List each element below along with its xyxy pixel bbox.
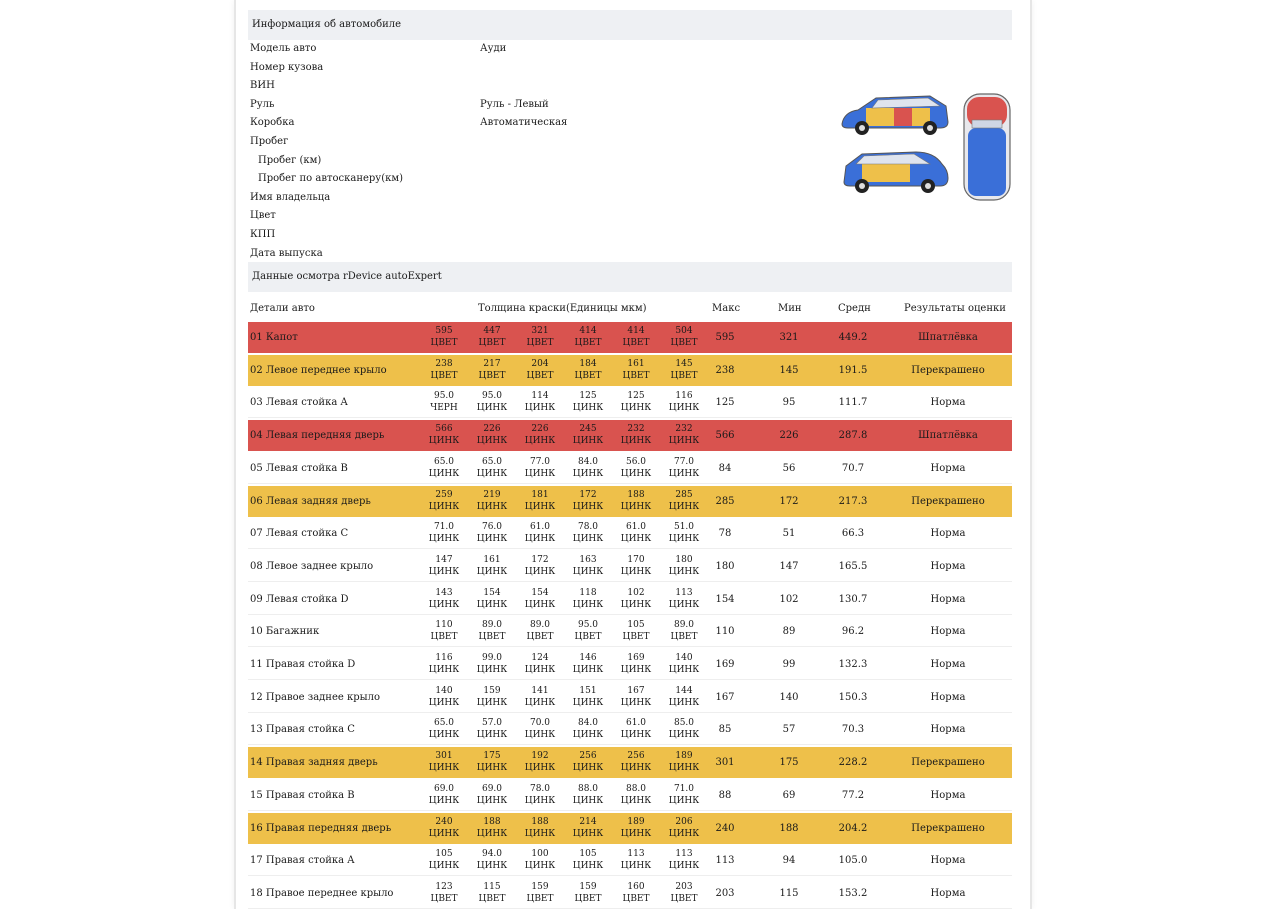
part-name: 03 Левая стойка A [250,397,348,409]
thickness-cell: 56.0 ЦИНК [620,456,652,479]
header-thickness: Толщина краски(Единицы мкм) [478,303,647,314]
thickness-cell: 61.0 ЦИНК [524,522,556,545]
part-name: 18 Правое переднее крыло [250,887,394,899]
thickness-cell: 113 ЦИНК [620,849,652,872]
max-value: 595 [715,332,735,343]
thickness-cell: 69.0 ЦИНК [476,783,508,806]
avg-value: 165.5 [838,560,868,572]
thickness-cell: 140 ЦИНК [428,685,460,708]
inspection-title: Данные осмотра rDevice autoExpert [248,262,1012,292]
thickness-cell: 78.0 ЦИНК [524,783,556,806]
table-row [248,387,1012,418]
info-row [248,59,748,77]
min-value: 89 [782,626,796,638]
part-name: 04 Левая передняя дверь [250,430,385,442]
part-name: 09 Левая стойка D [250,593,349,605]
info-label: Руль [250,98,275,110]
thickness-cell: 256 ЦИНК [620,751,652,774]
thickness-cell: 94.0 ЦИНК [476,849,508,872]
thickness-cell: 89.0 ЦВЕТ [526,620,554,643]
info-row [248,207,748,225]
thickness-cell: 151 ЦИНК [572,685,604,708]
thickness-cell: 145 ЦВЕТ [670,358,698,381]
thickness-cell: 77.0 ЦИНК [668,456,700,479]
thickness-cell: 84.0 ЦИНК [572,718,604,741]
thickness-cell: 189 ЦИНК [620,816,652,839]
avg-value: 228.2 [838,757,868,769]
thickness-cell: 181 ЦИНК [524,489,556,512]
result-value: Норма [930,691,966,703]
thickness-cell: 71.0 ЦИНК [428,522,460,545]
result-value: Норма [930,560,966,572]
avg-value: 70.7 [841,462,865,474]
thickness-cell: 76.0 ЦИНК [476,522,508,545]
max-value: 180 [715,560,735,572]
thickness-cell: 114 ЦИНК [524,391,556,414]
thickness-cell: 180 ЦИНК [668,554,700,577]
thickness-cell: 206 ЦИНК [668,816,700,839]
min-value: 102 [779,593,799,605]
thickness-cell: 217 ЦВЕТ [478,358,506,381]
max-value: 78 [718,528,732,540]
thickness-cell: 321 ЦВЕТ [526,326,554,348]
thickness-cell: 57.0 ЦИНК [476,718,508,741]
part-name: 06 Левая задняя дверь [250,495,371,507]
result-value: Перекрашено [911,364,985,376]
min-value: 226 [779,430,799,442]
max-value: 85 [718,724,732,736]
thickness-cell: 226 ЦИНК [476,424,508,447]
thickness-cell: 85.0 ЦИНК [668,718,700,741]
thickness-cell: 125 ЦИНК [572,391,604,414]
min-value: 140 [779,691,799,703]
max-value: 167 [715,691,735,703]
info-row [248,40,748,58]
info-label: Модель авто [250,43,317,54]
thickness-cell: 204 ЦВЕТ [526,358,554,381]
min-value: 56 [782,462,796,474]
thickness-cell: 566 ЦИНК [428,424,460,447]
table-row [248,845,1012,876]
max-value: 203 [715,887,735,899]
max-value: 566 [715,430,735,442]
min-value: 172 [779,495,799,507]
thickness-cell: 160 ЦВЕТ [622,881,650,904]
thickness-cell: 69.0 ЦИНК [428,783,460,806]
avg-value: 111.7 [838,397,868,409]
info-label: Коробка [250,117,295,129]
header-result: Результаты оценки [904,303,1006,314]
avg-value: 96.2 [841,626,865,638]
thickness-cell: 118 ЦИНК [572,587,604,610]
avg-value: 191.5 [838,364,868,376]
thickness-cell: 175 ЦИНК [476,751,508,774]
thickness-cell: 71.0 ЦИНК [668,783,700,806]
car-damage-diagram [836,90,1016,205]
thickness-cell: 113 ЦИНК [668,587,700,610]
part-name: 10 Багажник [250,626,320,638]
report-page [234,0,1032,909]
table-row [248,747,1012,778]
result-value: Перекрашено [911,495,985,507]
thickness-cell: 238 ЦВЕТ [430,358,458,381]
avg-value: 449.2 [838,332,868,343]
thickness-cell: 167 ЦИНК [620,685,652,708]
min-value: 321 [779,332,799,343]
thickness-cell: 113 ЦИНК [668,849,700,872]
thickness-cell: 65.0 ЦИНК [428,456,460,479]
thickness-cell: 105 ЦИНК [428,849,460,872]
thickness-cell: 88.0 ЦИНК [572,783,604,806]
max-value: 238 [715,364,735,376]
thickness-cell: 78.0 ЦИНК [572,522,604,545]
min-value: 145 [779,364,799,376]
min-value: 95 [782,397,796,409]
thickness-cell: 147 ЦИНК [428,554,460,577]
thickness-cell: 89.0 ЦВЕТ [670,620,698,643]
info-label: Пробег по автосканеру(км) [258,173,404,185]
thickness-cell: 140 ЦИНК [668,653,700,675]
thickness-cell: 99.0 ЦИНК [476,653,508,675]
avg-value: 150.3 [838,691,868,703]
thickness-cell: 172 ЦИНК [524,554,556,577]
thickness-cell: 595 ЦВЕТ [430,326,458,348]
info-label: КПП [250,229,276,240]
avg-value: 66.3 [841,528,865,540]
thickness-cell: 61.0 ЦИНК [620,718,652,741]
table-row [248,322,1012,353]
thickness-cell: 123 ЦВЕТ [430,881,458,904]
table-header [248,300,1012,318]
thickness-cell: 89.0 ЦВЕТ [478,620,506,643]
part-name: 12 Правое заднее крыло [250,691,380,703]
part-name: 17 Правая стойка A [250,855,355,867]
result-value: Шпатлёвка [918,332,978,343]
avg-value: 287.8 [838,430,868,442]
thickness-cell: 232 ЦИНК [620,424,652,447]
header-avg: Средн [838,303,871,314]
info-row [248,152,748,170]
info-label: Цвет [250,210,276,222]
avg-value: 132.3 [838,659,868,670]
thickness-cell: 65.0 ЦИНК [476,456,508,479]
table-row [248,813,1012,844]
thickness-cell: 84.0 ЦИНК [572,456,604,479]
info-row [248,133,748,151]
part-name: 13 Правая стойка C [250,724,355,736]
part-name: 08 Левое заднее крыло [250,560,374,572]
table-row [248,420,1012,451]
thickness-cell: 184 ЦВЕТ [574,358,602,381]
result-value: Норма [930,724,966,736]
result-value: Норма [930,397,966,409]
avg-value: 105.0 [838,855,868,867]
min-value: 175 [779,757,799,769]
thickness-cell: 95.0 ЦВЕТ [574,620,602,643]
max-value: 88 [718,789,732,801]
result-value: Норма [930,855,966,867]
table-row [248,486,1012,517]
thickness-cell: 77.0 ЦИНК [524,456,556,479]
thickness-cell: 144 ЦИНК [668,685,700,708]
thickness-cell: 154 ЦИНК [476,587,508,610]
info-label: Номер кузова [250,61,324,73]
thickness-cell: 141 ЦИНК [524,685,556,708]
thickness-cell: 414 ЦВЕТ [574,326,602,348]
table-row [248,878,1012,909]
thickness-cell: 203 ЦВЕТ [670,881,698,904]
info-row [248,226,748,244]
thickness-cell: 95.0 ЧЕРН [430,391,458,414]
info-label: ВИН [250,80,275,92]
thickness-cell: 100 ЦИНК [524,849,556,872]
table-row [248,453,1012,484]
thickness-cell: 232 ЦИНК [668,424,700,447]
header-max: Макс [712,303,741,314]
car-right-side-icon [844,152,948,193]
info-label: Дата выпуска [250,247,323,259]
result-value: Норма [930,789,966,801]
result-value: Норма [930,659,966,670]
part-name: 11 Правая стойка D [250,659,356,670]
thickness-cell: 125 ЦИНК [620,391,652,414]
table-row [248,780,1012,811]
min-value: 115 [779,887,799,899]
car-left-side-icon [842,96,948,135]
part-name: 16 Правая передняя дверь [250,822,392,834]
max-value: 125 [715,397,735,409]
thickness-cell: 414 ЦВЕТ [622,326,650,348]
part-name: 02 Левое переднее крыло [250,364,387,376]
table-row [248,355,1012,386]
thickness-cell: 61.0 ЦИНК [620,522,652,545]
thickness-cell: 154 ЦИНК [524,587,556,610]
result-value: Шпатлёвка [918,430,978,442]
table-row [248,616,1012,647]
part-name: 07 Левая стойка C [250,528,349,540]
max-value: 113 [715,855,735,867]
thickness-cell: 504 ЦВЕТ [670,326,698,348]
thickness-cell: 102 ЦИНК [620,587,652,610]
thickness-cell: 161 ЦИНК [476,554,508,577]
thickness-cell: 51.0 ЦИНК [668,522,700,545]
thickness-cell: 159 ЦИНК [476,685,508,708]
thickness-cell: 159 ЦВЕТ [574,881,602,904]
max-value: 301 [715,757,735,769]
max-value: 110 [715,626,735,638]
info-row [248,170,748,188]
thickness-cell: 256 ЦИНК [572,751,604,774]
thickness-cell: 143 ЦИНК [428,587,460,610]
vehicle-info-title: Информация об автомобиле [248,10,1012,40]
info-label: Пробег (км) [258,154,322,166]
thickness-cell: 161 ЦВЕТ [622,358,650,381]
result-value: Перекрашено [911,822,985,834]
thickness-cell: 172 ЦИНК [572,489,604,512]
max-value: 169 [715,659,735,670]
max-value: 84 [718,462,732,474]
thickness-cell: 240 ЦИНК [428,816,460,839]
thickness-cell: 105 ЦИНК [572,849,604,872]
result-value: Норма [930,462,966,474]
thickness-cell: 188 ЦИНК [620,489,652,512]
info-label: Пробег [250,136,289,147]
table-row [248,649,1012,680]
min-value: 57 [782,724,796,736]
thickness-cell: 219 ЦИНК [476,489,508,512]
thickness-cell: 301 ЦИНК [428,751,460,774]
info-row [248,96,748,114]
thickness-cell: 88.0 ЦИНК [620,783,652,806]
avg-value: 153.2 [838,887,868,899]
info-value: Руль - Левый [480,98,549,110]
thickness-cell: 170 ЦИНК [620,554,652,577]
max-value: 240 [715,822,735,834]
thickness-cell: 192 ЦИНК [524,751,556,774]
thickness-cell: 188 ЦИНК [476,816,508,839]
thickness-cell: 124 ЦИНК [524,653,556,675]
thickness-cell: 146 ЦИНК [572,653,604,675]
info-row [248,114,748,132]
thickness-cell: 70.0 ЦИНК [524,718,556,741]
thickness-cell: 189 ЦИНК [668,751,700,774]
thickness-cell: 214 ЦИНК [572,816,604,839]
thickness-cell: 169 ЦИНК [620,653,652,675]
min-value: 94 [782,855,796,867]
info-label: Имя владельца [250,191,331,203]
min-value: 188 [779,822,799,834]
result-value: Норма [930,626,966,638]
part-name: 01 Капот [250,332,298,343]
table-row [248,682,1012,713]
avg-value: 217.3 [838,495,868,507]
thickness-cell: 447 ЦВЕТ [478,326,506,348]
max-value: 154 [715,593,735,605]
info-row [248,189,748,207]
thickness-cell: 110 ЦВЕТ [430,620,458,643]
table-row [248,551,1012,582]
avg-value: 70.3 [841,724,865,736]
table-row [248,584,1012,615]
thickness-cell: 285 ЦИНК [668,489,700,512]
thickness-cell: 116 ЦИНК [428,653,460,675]
thickness-cell: 188 ЦИНК [524,816,556,839]
table-row [248,518,1012,549]
part-name: 15 Правая стойка B [250,789,355,801]
part-name: 14 Правая задняя дверь [250,757,378,769]
min-value: 99 [782,659,796,670]
max-value: 285 [715,495,735,507]
min-value: 69 [782,789,796,801]
thickness-cell: 259 ЦИНК [428,489,460,512]
table-row [248,714,1012,745]
info-row [248,245,748,263]
result-value: Норма [930,528,966,540]
thickness-cell: 65.0 ЦИНК [428,718,460,741]
thickness-cell: 159 ЦВЕТ [526,881,554,904]
thickness-cell: 115 ЦВЕТ [478,881,506,904]
min-value: 147 [779,560,799,572]
thickness-cell: 245 ЦИНК [572,424,604,447]
thickness-cell: 226 ЦИНК [524,424,556,447]
result-value: Норма [930,593,966,605]
thickness-cell: 105 ЦВЕТ [622,620,650,643]
car-top-view-icon [964,94,1010,200]
part-name: 05 Левая стойка B [250,462,348,474]
info-value: Автоматическая [480,117,568,129]
header-min: Мин [778,303,802,314]
avg-value: 204.2 [838,822,868,834]
info-row [248,77,748,95]
avg-value: 77.2 [841,789,865,801]
header-part: Детали авто [250,303,315,314]
avg-value: 130.7 [838,593,868,605]
info-value: Ауди [480,43,507,54]
thickness-cell: 95.0 ЦИНК [476,391,508,414]
thickness-cell: 163 ЦИНК [572,554,604,577]
min-value: 51 [782,528,796,540]
thickness-cell: 116 ЦИНК [668,391,700,414]
result-value: Норма [930,887,966,899]
result-value: Перекрашено [911,757,985,769]
